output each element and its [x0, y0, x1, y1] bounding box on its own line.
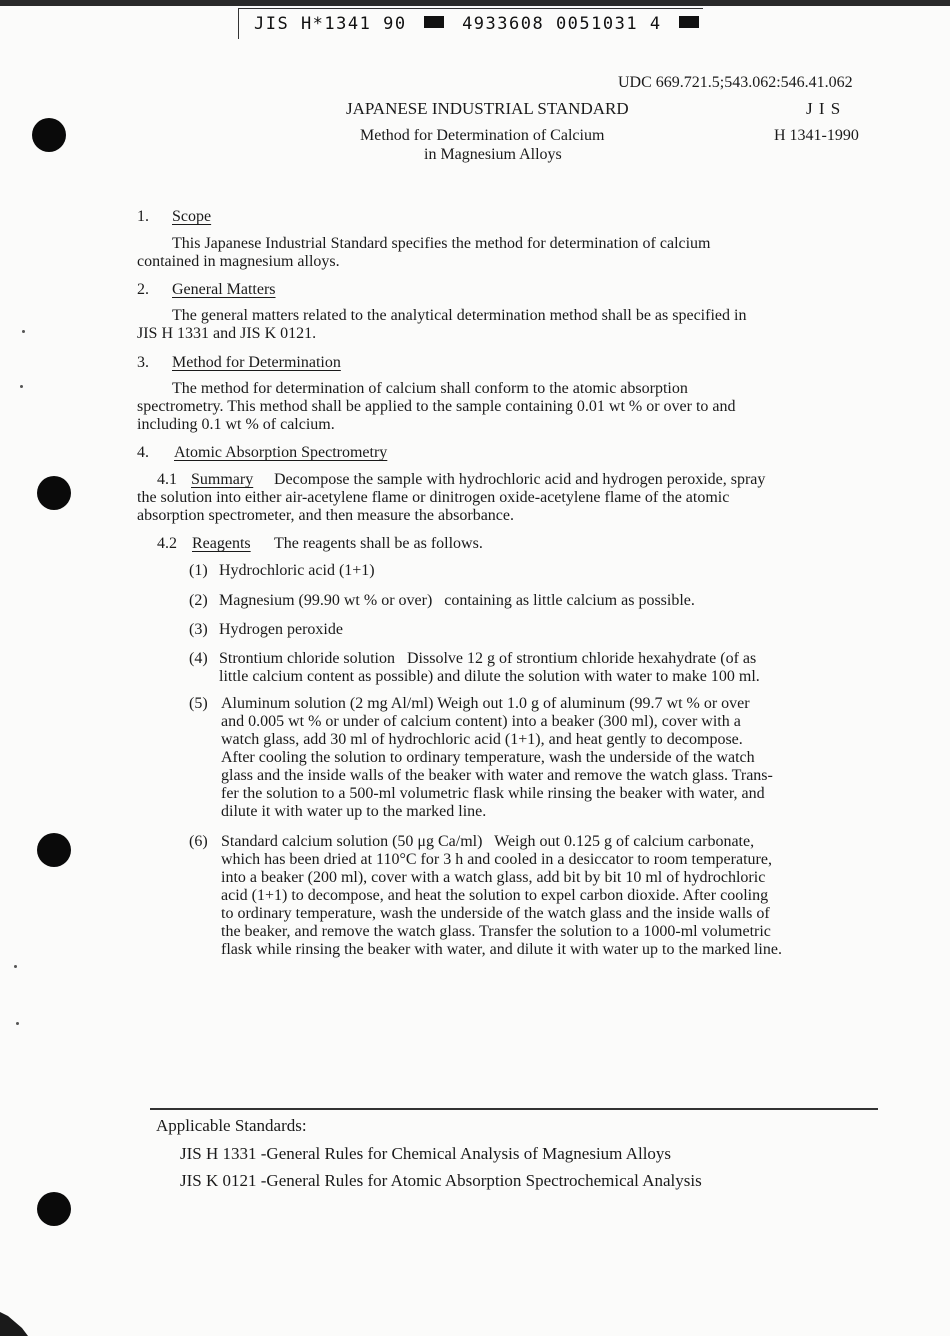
section-number: 4. [137, 444, 149, 461]
reagent-item: fer the solution to a 500-ml volumetric flask while rinsing the beaker with water, and [221, 785, 765, 802]
section-heading-general-matters: General Matters [172, 281, 276, 298]
paragraph-line: including 0.1 wt % of calcium. [137, 416, 335, 433]
catalog-code [254, 14, 705, 34]
section-number: 1. [137, 208, 149, 225]
reagent-item: Hydrogen peroxide [219, 621, 343, 638]
udc-code: UDC 669.721.5;543.062:546.41.062 [618, 74, 853, 91]
reagent-item: Magnesium (99.90 wt % or over) containing as little calcium as possible. [219, 592, 695, 609]
reagent-item: little calcium content as possible) and dilute the solution with water to make 100 ml. [219, 668, 760, 685]
reagent-item: dilute it with water up to the marked line. [221, 803, 487, 820]
reagent-number: (4) [189, 650, 208, 667]
reagent-item: glass and the inside walls of the beaker with water and remove the watch glass. Trans- [221, 767, 773, 784]
punch-hole [37, 833, 71, 867]
scan-speck [22, 330, 25, 333]
reagent-item: the beaker, and remove the watch glass. Transfer the solution to a 1000-ml volumetric [221, 923, 771, 940]
reagent-number: (6) [189, 833, 208, 850]
reagent-item: watch glass, add 30 ml of hydrochloric acid (1+1), and heat gently to decompose. [221, 731, 743, 748]
paragraph-line: the solution into either air-acetylene flame or dinitrogen oxide-acetylene flame of the atomic [137, 489, 730, 506]
reagent-item: acid (1+1) to decompose, and heat the solution to expel carbon dioxide. After cooling [221, 887, 769, 904]
reagent-number: (2) [189, 592, 208, 609]
reagent-item: and 0.005 wt % or under of calcium content) into a beaker (300 ml), cover with a [221, 713, 741, 730]
applicable-standards-heading: Applicable Standards: [156, 1116, 307, 1135]
paragraph-line: The method for determination of calcium shall conform to the atomic absorption [172, 380, 688, 397]
scan-speck [16, 1022, 19, 1025]
catalog-block-mark [424, 16, 444, 28]
jis-mark: J I S [806, 99, 842, 118]
reagent-number: (5) [189, 695, 208, 712]
section-number: 2. [137, 281, 149, 298]
scan-top-border [0, 0, 950, 6]
paragraph-line: The general matters related to the analytical determination method shall be as specified in [172, 307, 747, 324]
document-title: Method for Determination of Calcium [360, 127, 605, 144]
applicable-standard-ref: JIS K 0121 -General Rules for Atomic Absorption Spectrochemical Analysis [180, 1171, 702, 1190]
subsection-heading-reagents: Reagents [192, 535, 251, 552]
scan-corner-artifact [0, 1290, 40, 1336]
reagent-item: to ordinary temperature, wash the underside of the watch glass and the inside walls of [221, 905, 770, 922]
scan-speck [20, 385, 23, 388]
paragraph-line: Decompose the sample with hydrochloric acid and hydrogen peroxide, spray [274, 471, 766, 488]
catalog-code-right: 4933608 0051031 4 [462, 14, 662, 34]
punch-hole [37, 476, 71, 510]
paragraph-line: contained in magnesium alloys. [137, 253, 340, 270]
catalog-block-mark [679, 16, 699, 28]
punch-hole [32, 118, 66, 152]
reagent-item: which has been dried at 110°C for 3 h and cooled in a desiccator to room temperature, [221, 851, 772, 868]
section-number: 3. [137, 354, 149, 371]
reagent-number: (3) [189, 621, 208, 638]
paragraph-line: JIS H 1331 and JIS K 0121. [137, 325, 317, 342]
reagent-item: flask while rinsing the beaker with water, and dilute it with water up to the marked line. [221, 941, 782, 958]
subsection-heading-summary: Summary [191, 471, 254, 488]
catalog-code-left: JIS H*1341 90 [254, 14, 407, 34]
section-heading-method: Method for Determination [172, 354, 341, 371]
paragraph-line: This Japanese Industrial Standard specifies the method for determination of calcium [172, 235, 711, 252]
applicable-standard-ref: JIS H 1331 -General Rules for Chemical Analysis of Magnesium Alloys [180, 1144, 672, 1163]
standard-org: JAPANESE INDUSTRIAL STANDARD [346, 99, 629, 118]
reagent-item: Hydrochloric acid (1+1) [219, 562, 375, 579]
subsection-number: 4.2 [157, 535, 177, 552]
paragraph-line: absorption spectrometer, and then measure the absorbance. [137, 507, 514, 524]
reagent-item: into a beaker (200 ml), cover with a watch glass, add bit by bit 10 ml of hydrochloric [221, 869, 766, 886]
footer-divider [150, 1108, 878, 1110]
reagent-number: (1) [189, 562, 208, 579]
reagent-item: After cooling the solution to ordinary temperature, wash the underside of the watch [221, 749, 755, 766]
document-title-line2: in Magnesium Alloys [424, 146, 562, 163]
reagent-item: Aluminum solution (2 mg Al/ml) Weigh out 1.0 g of aluminum (99.7 wt % or over [221, 695, 750, 712]
paragraph-line: spectrometry. This method shall be applied to the sample containing 0.01 wt % or over to and [137, 398, 736, 415]
paragraph-line: The reagents shall be as follows. [274, 535, 483, 552]
standard-number: H 1341-1990 [774, 127, 859, 144]
section-heading-aas: Atomic Absorption Spectrometry [174, 444, 388, 461]
punch-hole [37, 1192, 71, 1226]
reagent-item: Strontium chloride solution Dissolve 12 g of strontium chloride hexahydrate (of as [219, 650, 757, 667]
subsection-number: 4.1 [157, 471, 177, 488]
reagent-item: Standard calcium solution (50 μg Ca/ml) Weigh out 0.125 g of calcium carbonate, [221, 833, 755, 850]
section-heading-scope: Scope [172, 208, 212, 225]
scan-speck [14, 965, 17, 968]
